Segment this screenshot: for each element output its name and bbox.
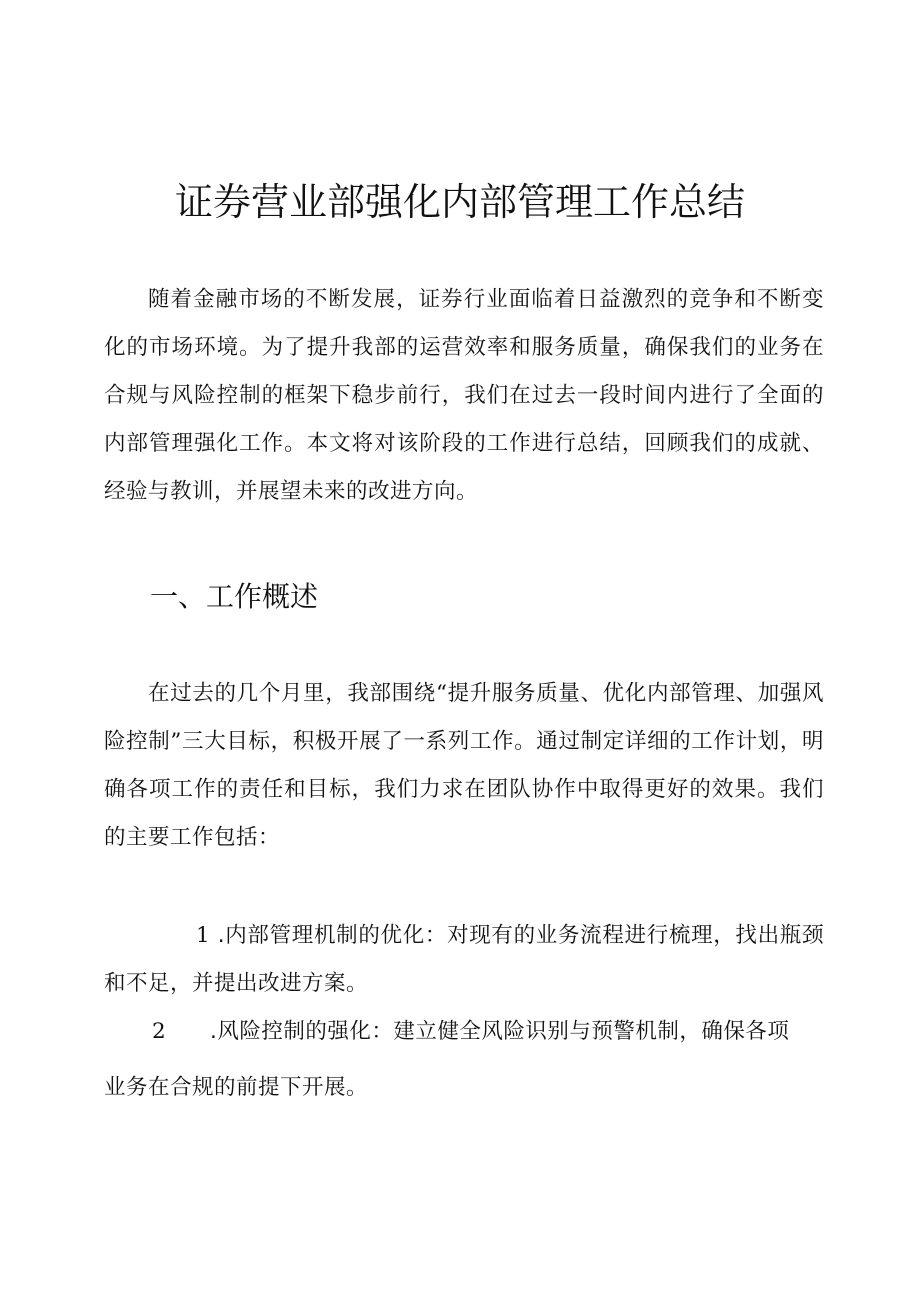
list-item-number: 1 xyxy=(196,923,211,948)
overview-paragraph: 在过去的几个月里，我部围绕“提升服务质量、优化内部管理、加强风险控制”三大目标，积极开展了一系列工作。通过制定详细的工作计划，明确各项工作的责任和目标，我们力求在团队协作中取得更好的效果。我们的主要工作包括： xyxy=(104,681,824,850)
document-title: 证券营业部强化内部管理工作总结 xyxy=(174,180,745,224)
list-item-term: .风险控制的强化： xyxy=(210,1019,394,1044)
list-item-continuation: 业务在合规的前提下开展。 xyxy=(104,1075,369,1100)
intro-paragraph: 随着金融市场的不断发展，证券行业面临着日益激烈的竞争和不断变化的市场环境。为了提升我部的运营效率和服务质量，确保我们的业务在合规与风险控制的框架下稳步前行，我们在过去一段时间内进行了全面的内部管理强化工作。本文将对该阶段的工作进行总结，回顾我们的成就、经验与教训，并展望未来的改进方向。 xyxy=(104,287,824,504)
list-item-text: 建立健全风险识别与预警机制，确保各项 xyxy=(393,1019,790,1044)
list-item-term: .内部管理机制的优化： xyxy=(217,923,448,948)
section-heading-overview: 一、工作概述 xyxy=(150,580,319,613)
list-item xyxy=(104,912,824,1008)
list-item-number: 2 xyxy=(152,1019,167,1044)
list-item-text: 对现有的业务流程进行梳理，找出瓶颈和不足，并提出改进方案。 xyxy=(104,923,824,996)
list-item xyxy=(104,1008,824,1056)
